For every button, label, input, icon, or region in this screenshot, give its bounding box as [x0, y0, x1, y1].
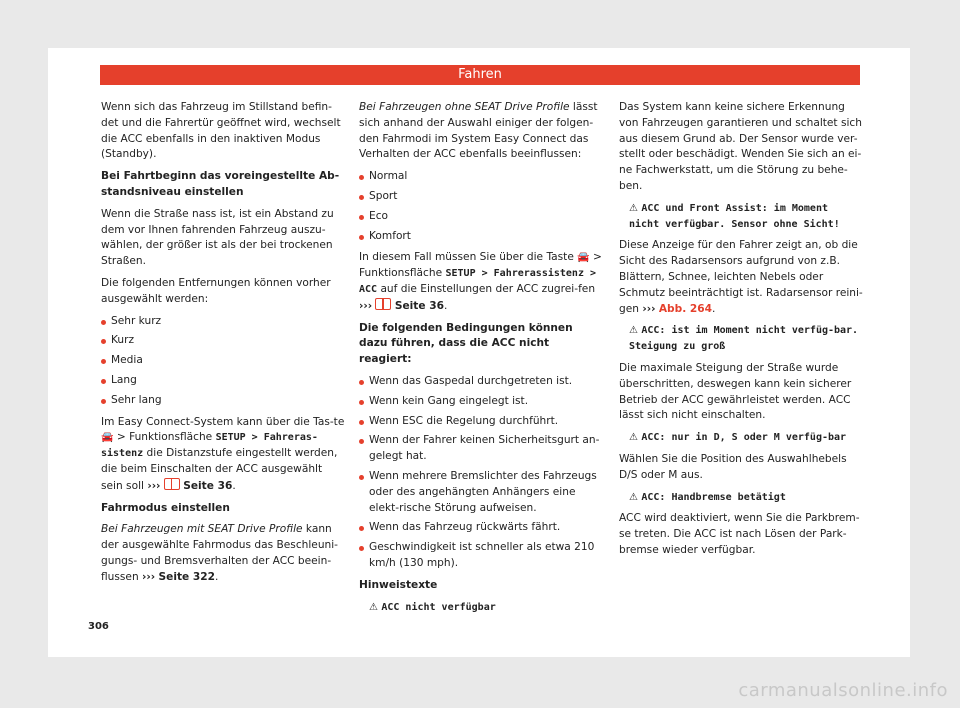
paragraph: Die maximale Steigung der Straße wurde überschritten, deswegen kann kein sicherer Betrieb der ACC gewährleistet werden. ACC lässt sich nicht einschalten. — [619, 361, 852, 422]
column-1 — [101, 100, 346, 592]
page-link[interactable]: Seite 322 — [158, 570, 216, 583]
list-item: Wenn ESC die Regelung durchführt. — [359, 414, 604, 430]
list-item: Media — [101, 353, 346, 369]
list-item: Wenn das Gaspedal durchgetreten ist. — [359, 374, 604, 390]
book-icon — [164, 478, 180, 490]
subheading: Die folgenden Bedingungen können dazu führen, dass die ACC nicht reagiert: — [359, 321, 573, 366]
watermark: carmanualsonline.info — [738, 680, 948, 701]
list-item: Sehr lang — [101, 393, 346, 409]
link-arrow: ››› — [142, 570, 156, 583]
list-item: Sport — [359, 189, 604, 205]
acc-warning-icon: ⚠ — [369, 601, 378, 613]
mode-list — [359, 169, 604, 244]
list-item: Eco — [359, 209, 604, 225]
list-item: Geschwindigkeit ist schneller als etwa 210 km/h (130 mph). — [359, 540, 604, 572]
menu-path: SETUP > Fahrerassistenz > ACC — [359, 268, 597, 295]
subheading: Bei Fahrtbeginn das voreingestellte Ab-standsniveau einstellen — [101, 170, 340, 198]
distance-list — [101, 314, 346, 409]
paragraph: Die folgenden Entfernungen können vorher ausgewählt werden: — [101, 276, 331, 305]
warning-message: ⚠ ACC nicht verfügbar — [369, 601, 496, 613]
list-item: Kurz — [101, 333, 346, 349]
paragraph: Wenn sich das Fahrzeug im Stillstand befin-det und die Fahrertür geöffnet wird, wechselt die ACC ebenfalls in den inaktiven Modus (Standby). — [101, 101, 341, 161]
car-menu-icon: 🚘 — [101, 432, 114, 444]
list-item: Normal — [359, 169, 604, 185]
book-icon — [375, 298, 391, 310]
list-item: Sehr kurz — [101, 314, 346, 330]
acc-warning-icon: ⚠ — [629, 491, 638, 503]
menu-path: SETUP > Fahreras-sistenz — [101, 432, 318, 460]
warning-message: ⚠ ACC und Front Assist: im Moment nicht verfügbar. Sensor ohne Sicht! — [629, 202, 840, 230]
paragraph: Bei Fahrzeugen ohne SEAT Drive Profile lässt sich anhand der Auswahl einiger der folgen-den Fahrmodi im System Easy Connect das Verhalten der ACC ebenfalls beeinflussen: — [359, 101, 598, 161]
paragraph: Wenn die Straße nass ist, ist ein Abstand zu dem vor Ihnen fahrenden Fahrzeug auszu-wählen, der größer ist als der bei trockenen Straßen. — [101, 207, 334, 268]
paragraph: In diesem Fall müssen Sie über die Taste 🚘 > Funktionsfläche SETUP > Fahrerassistenz > ACC auf die Einstellungen der ACC zugrei-fen ››› Seite 36. — [359, 251, 602, 312]
page-number: 306 — [88, 621, 109, 632]
section-title: Fahren — [100, 65, 860, 85]
paragraph: Im Easy Connect-System kann über die Tas-te 🚘 > Funktionsfläche SETUP > Fahreras-sistenz die Distanzstufe eingestellt werden, die beim Einschalten der ACC ausgewählt sein soll ››› Seite 36. — [101, 415, 345, 492]
paragraph: Das System kann keine sichere Erkennung von Fahrzeugen garantieren und schaltet sich aus diesem Grund ab. Der Sensor wurde ver-stellt oder beschädigt. Wenden Sie sich an ei-ne Fachwerkstatt, um die Störung zu behe-ben. — [619, 101, 862, 192]
figure-link[interactable]: Abb. 264 — [658, 302, 713, 315]
column-2 — [359, 100, 604, 621]
acc-warning-icon: ⚠ — [629, 325, 638, 337]
car-menu-icon: 🚘 — [577, 252, 590, 264]
subheading: Hinweistexte — [359, 578, 438, 591]
warning-message: ⚠ ACC: ist im Moment nicht verfüg-bar. Steigung zu groß — [629, 325, 859, 353]
list-item: Wenn mehrere Bremslichter des Fahrzeugs oder des angehängten Anhängers eine elekt-rische Störung aufweisen. — [359, 469, 604, 516]
warning-message: ⚠ ACC: Handbremse betätigt — [629, 491, 786, 503]
page-link[interactable]: Seite 36 — [183, 479, 233, 492]
link-arrow: ››› — [642, 302, 656, 315]
subheading: Fahrmodus einstellen — [101, 501, 230, 514]
page-link[interactable]: Seite 36 — [394, 299, 444, 312]
condition-list — [359, 374, 604, 572]
list-item: Wenn das Fahrzeug rückwärts fährt. — [359, 520, 604, 536]
list-item: Komfort — [359, 229, 604, 245]
acc-warning-icon: ⚠ — [629, 432, 638, 444]
paragraph: Diese Anzeige für den Fahrer zeigt an, ob die Sicht des Radarsensors aufgrund von z.B. Blättern, Schnee, leichten Nebels oder Schmutz beeinträchtigt ist. Radarsensor reini-gen ››› Abb. 264. — [619, 239, 863, 315]
list-item: Wenn kein Gang eingelegt ist. — [359, 394, 604, 410]
paragraph: Wählen Sie die Position des Auswahlhebels D/S oder M aus. — [619, 452, 847, 481]
link-arrow: ››› — [359, 299, 373, 312]
list-item: Lang — [101, 373, 346, 389]
list-item: Wenn der Fahrer keinen Sicherheitsgurt an-gelegt hat. — [359, 433, 604, 465]
acc-warning-icon: ⚠ — [629, 202, 638, 214]
link-arrow: ››› — [147, 479, 161, 492]
paragraph: Bei Fahrzeugen mit SEAT Drive Profile kann der ausgewählte Fahrmodus das Beschleuni-gungs- und Bremsverhalten der ACC beein-flussen ››› Seite 322. — [101, 523, 339, 583]
warning-message: ⚠ ACC: nur in D, S oder M verfüg-bar — [629, 432, 847, 444]
paragraph: ACC wird deaktiviert, wenn Sie die Parkbrem-se treten. Die ACC ist nach Lösen der Park-bremse wieder verfügbar. — [619, 512, 860, 556]
column-3 — [619, 100, 864, 565]
